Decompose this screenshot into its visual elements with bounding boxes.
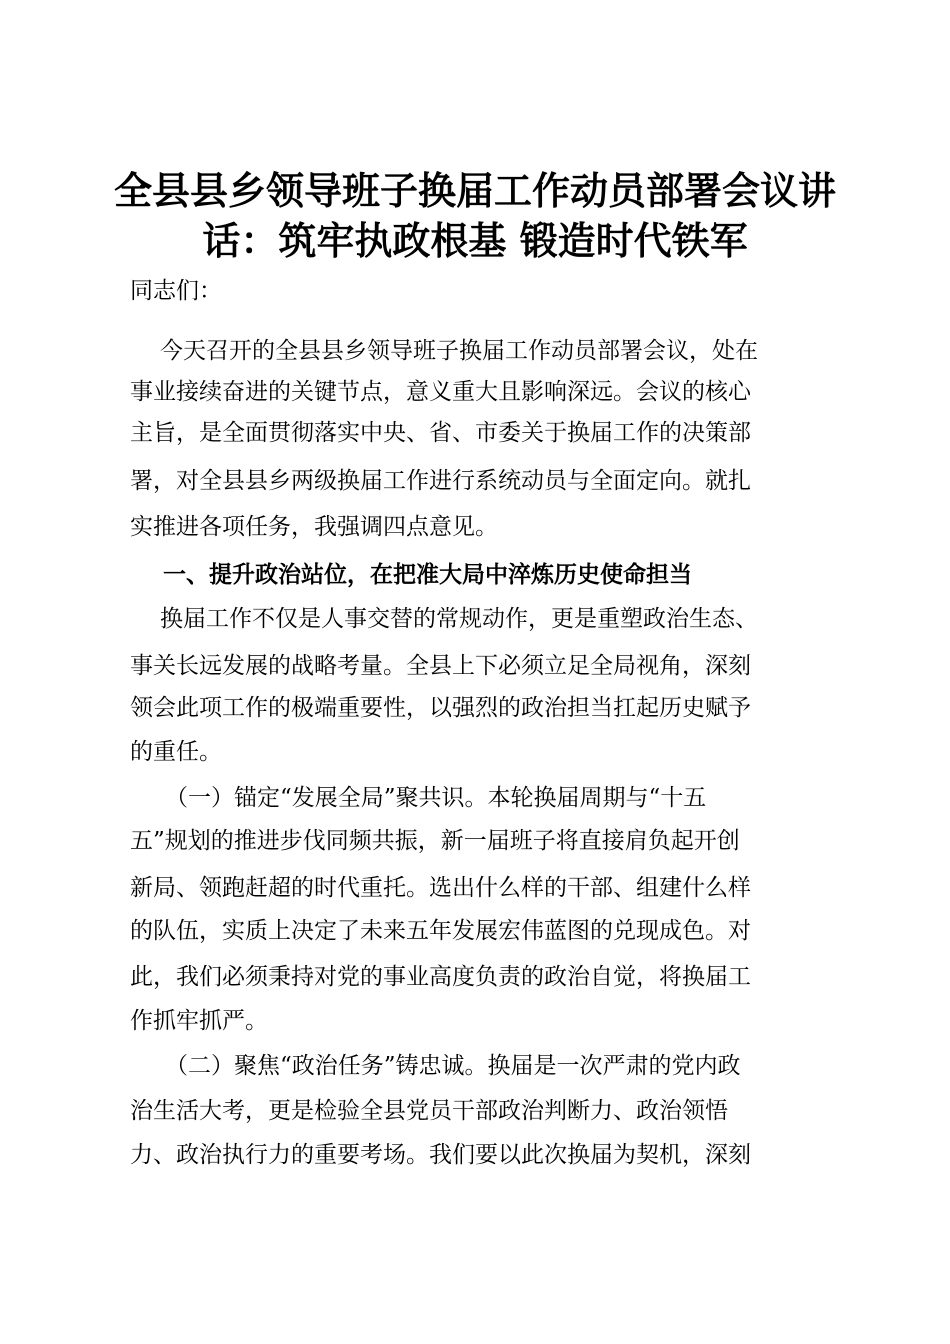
paragraph-line: 五”规划的推进步伐同频共振，新一届班子将直接肩负起开创 xyxy=(130,828,740,854)
paragraph-line: 事业接续奋进的关键节点，意义重大且影响深远。会议的核心 xyxy=(130,379,751,405)
paragraph-line: 此，我们必须秉持对党的事业高度负责的政治自觉，将换届工 xyxy=(130,964,751,990)
paragraph-line: 主旨，是全面贯彻落实中央、省、市委关于换届工作的决策部 xyxy=(130,420,751,446)
section-heading: 一、提升政治站位，在把准大局中淬炼历史使命担当 xyxy=(163,561,692,588)
paragraph-line: 的重任。 xyxy=(130,739,222,765)
paragraph-line: 作抓牢抓严。 xyxy=(130,1008,268,1034)
paragraph-line: 换届工作不仅是人事交替的常规动作，更是重塑政治生态、 xyxy=(160,606,758,632)
paragraph-line: 力、政治执行力的重要考场。我们要以此次换届为契机，深刻 xyxy=(130,1142,751,1168)
paragraph-line: 领会此项工作的极端重要性，以强烈的政治担当扛起历史赋予 xyxy=(130,695,751,721)
paragraph-line: （一）锚定“发展全局”聚共识。本轮换届周期与“十五 xyxy=(165,785,707,811)
paragraph-line: 署，对全县县乡两级换届工作进行系统动员与全面定向。就扎 xyxy=(130,468,751,494)
salutation: 同志们： xyxy=(130,278,222,304)
paragraph-line: 的队伍，实质上决定了未来五年发展宏伟蓝图的兑现成色。对 xyxy=(130,918,751,944)
paragraph-line: 实推进各项任务，我强调四点意见。 xyxy=(130,514,498,540)
paragraph-line: 治生活大考，更是检验全县党员干部政治判断力、政治领悟 xyxy=(130,1098,728,1124)
paragraph-line: 事关长远发展的战略考量。全县上下必须立足全局视角，深刻 xyxy=(130,653,751,679)
paragraph-line: （二）聚焦“政治任务”铸忠诚。换届是一次严肃的党内政 xyxy=(165,1053,741,1079)
paragraph-line: 新局、领跑赶超的时代重托。选出什么样的干部、组建什么样 xyxy=(130,875,751,901)
paragraph-line: 今天召开的全县县乡领导班子换届工作动员部署会议，处在 xyxy=(160,338,758,364)
document-title: 全县县乡领导班子换届工作动员部署会议讲话：筑牢执政根基 锻造时代铁军 xyxy=(113,168,836,263)
